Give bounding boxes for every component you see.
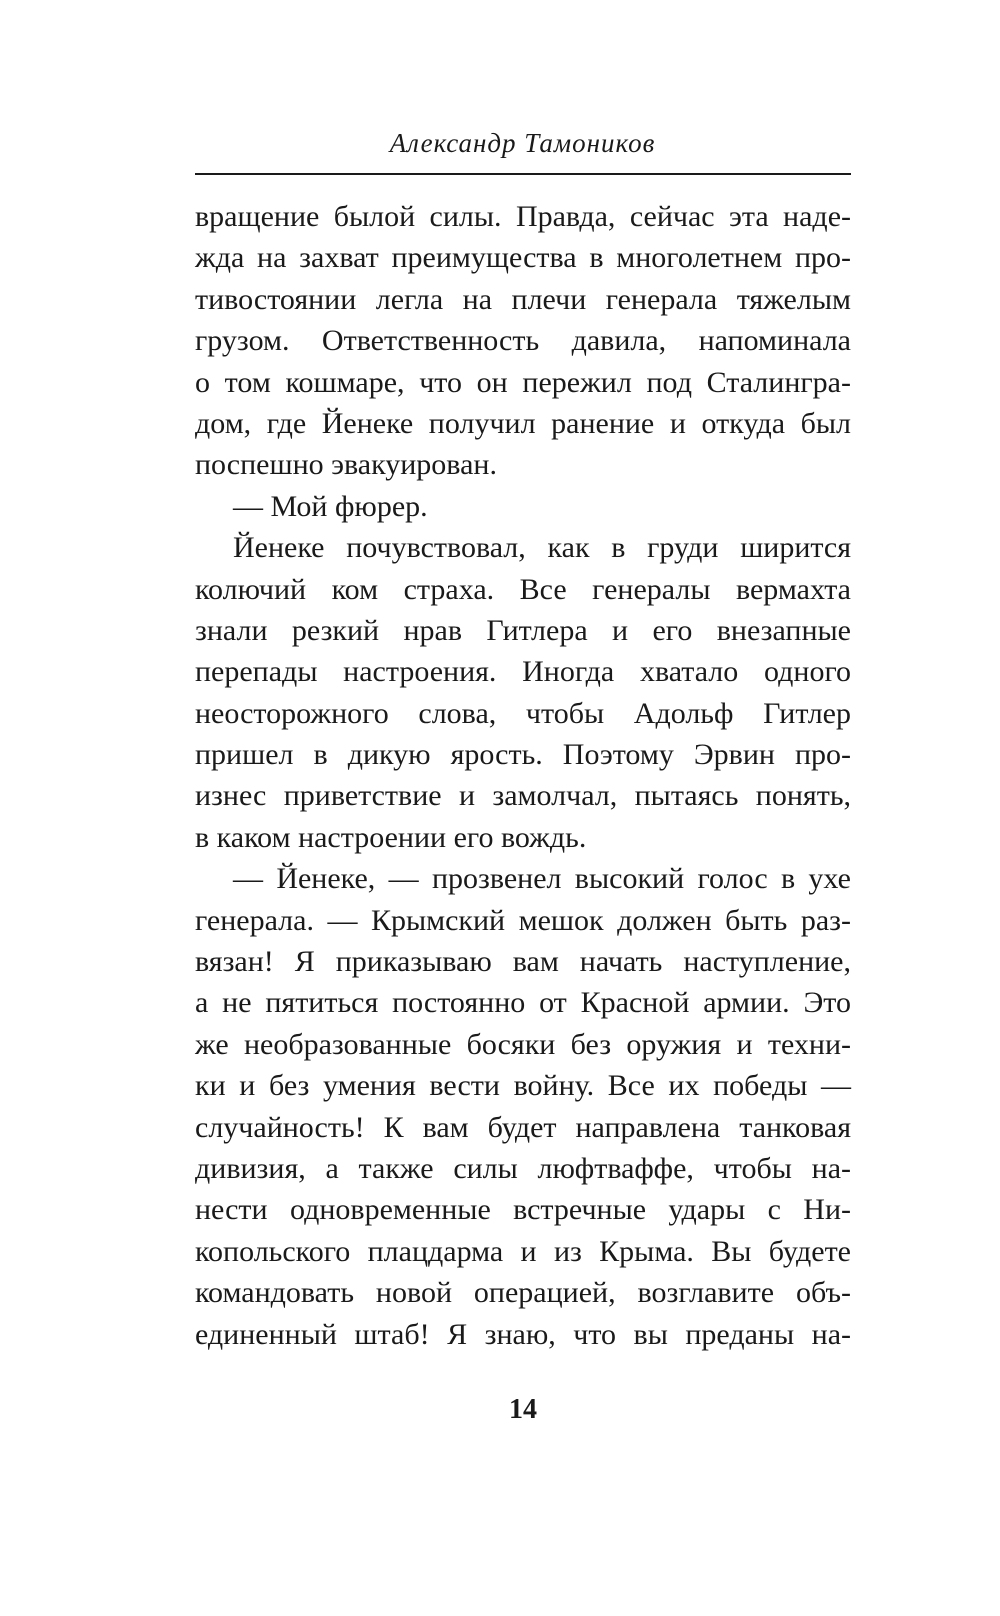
text-line: изнес приветствие и замолчал, пытаясь понять, xyxy=(195,779,851,813)
text-line: тивостоянии легла на плечи генерала тяжелым xyxy=(195,282,851,316)
text-line: о том кошмаре, что он пережил под Сталингра- xyxy=(195,365,851,399)
text-line: грузом. Ответственность давила, напоминала xyxy=(195,324,851,358)
text-line: в каком настроении его вождь. xyxy=(195,820,587,854)
running-title: Александр Тамоников xyxy=(389,128,656,158)
text-line: перепады настроения. Иногда хватало одного xyxy=(195,655,851,689)
text-line: поспешно эвакуирован. xyxy=(195,448,497,482)
page-number: 14 xyxy=(509,1394,537,1425)
text-line: вязан! Я приказываю вам начать наступление, xyxy=(195,945,851,979)
text-line: неосторожного слова, чтобы Адольф Гитлер xyxy=(195,696,851,730)
text-line: дивизия, а также силы люфтваффе, чтобы на- xyxy=(195,1151,851,1185)
text-line: колючий ком страха. Все генералы вермахта xyxy=(195,572,851,606)
text-line: дом, где Йенеке получил ранение и откуда был xyxy=(195,406,851,440)
text-line: ки и без умения вести войну. Все их победы — xyxy=(195,1069,851,1103)
body-text xyxy=(195,196,851,1355)
text-line: Йенеке почувствовал, как в груди ширится xyxy=(233,531,851,565)
text-line: единенный штаб! Я знаю, что вы преданы на- xyxy=(195,1317,851,1351)
text-line: случайность! К вам будет направлена танковая xyxy=(195,1110,851,1144)
text-line: же необразованные босяки без оружия и техни- xyxy=(195,1027,851,1061)
text-line: вращение былой силы. Правда, сейчас эта наде- xyxy=(195,200,851,233)
text-line: генерала. — Крымский мешок должен быть раз- xyxy=(195,903,851,937)
text-line: командовать новой операцией, возглавите объ- xyxy=(195,1276,851,1310)
text-line: — Мой фюрер. xyxy=(233,489,428,523)
text-line: нести одновременные встречные удары с Ни- xyxy=(195,1193,851,1227)
header-divider xyxy=(195,173,851,175)
text-line: пришел в дикую ярость. Поэтому Эрвин про- xyxy=(195,738,851,772)
text-line: знали резкий нрав Гитлера и его внезапные xyxy=(195,613,851,647)
text-line: жда на захват преимущества в многолетнем про- xyxy=(195,241,851,275)
text-line: — Йенеке, — прозвенел высокий голос в ухе xyxy=(233,862,851,896)
text-line: а не пятиться постоянно от Красной армии. Это xyxy=(195,986,851,1020)
text-line: копольского плацдарма и из Крыма. Вы будете xyxy=(195,1234,851,1268)
